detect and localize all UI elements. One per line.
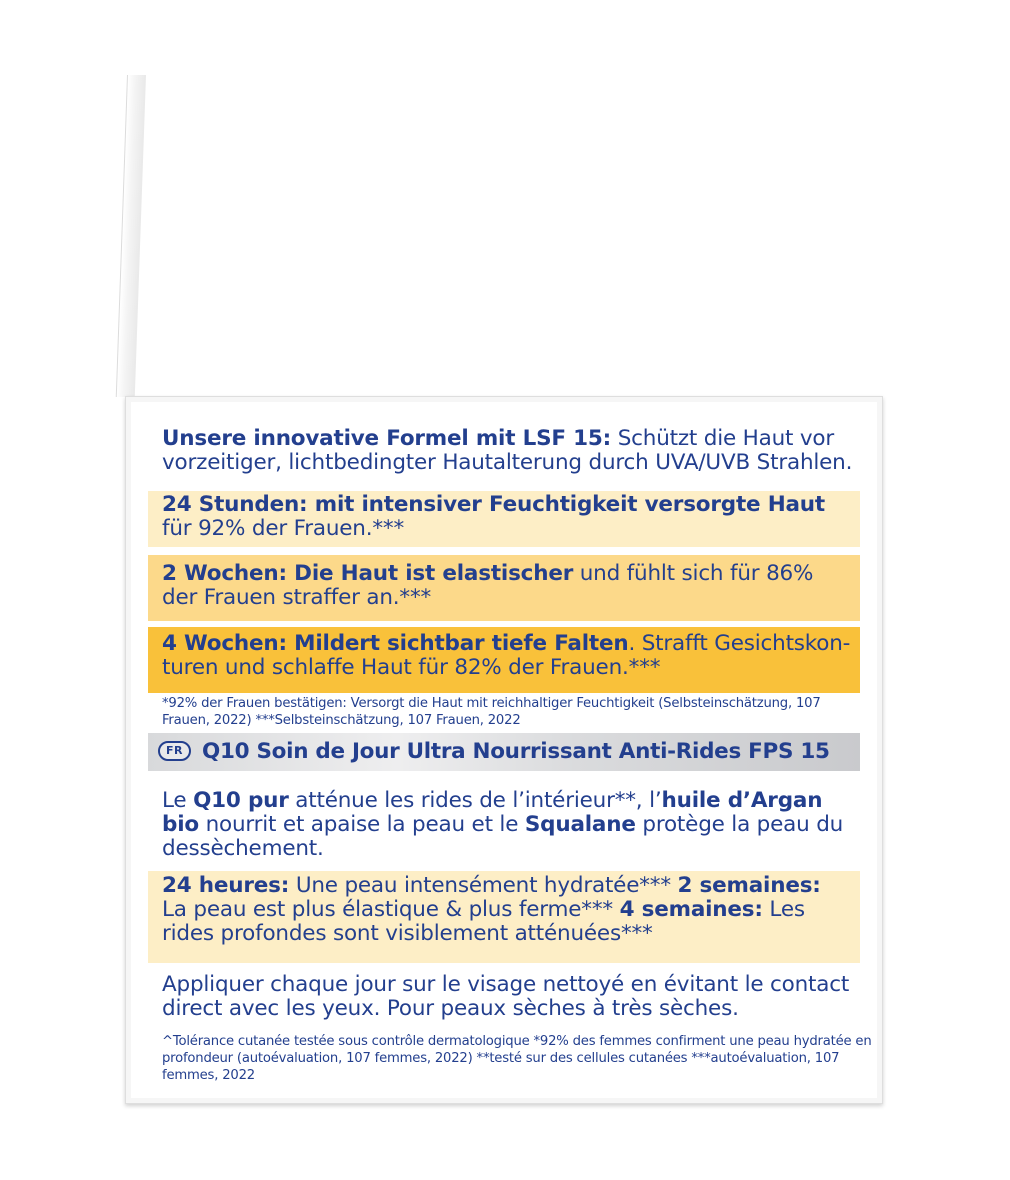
fr-claim-24h-rest: Une peau intensément hydratée*** <box>289 873 678 898</box>
fr-claim-2w-bold: 2 semaines: <box>677 873 821 898</box>
packaging-lid-edge <box>116 75 146 397</box>
de-intro-bold: Unsere innovative Formel mit LSF 15: <box>162 426 612 451</box>
fr-title-band <box>148 733 860 771</box>
fr-desc-part-2: atténue les rides de l’intérieur**, l’ <box>288 788 662 813</box>
fr-desc-squalane: Squalane <box>524 812 636 837</box>
de-footnote: *92% der Frauen bestätigen: Versorgt die Haut mit reichhaltiger Feuchtigkeit (Selbsteinschätzung, 107 Frauen, 2022) ***Selbsteinschätzung, 107 Frauen, 2022 <box>162 696 821 728</box>
fr-language-badge: FR <box>158 741 191 761</box>
fr-desc-argan: huile d’Argan bio <box>162 788 823 837</box>
fr-claim-4w-bold: 4 semaines: <box>619 897 763 922</box>
fr-desc-part-1: Le <box>162 788 194 813</box>
de-claim-2w-band <box>148 555 860 621</box>
fr-claims <box>162 874 852 946</box>
de-claim-2w <box>162 562 852 610</box>
fr-footnote: ^Tolérance cutanée testée sous contrôle dermatologique *92% des femmes confirment une peau hydratée en profondeur (autoévaluation, 107 femmes, 2022) **testé sur des cellules cutanées ***autoévaluation, 107 femmes, 2022 <box>162 1034 872 1083</box>
fr-desc-part-4: protège la peau du dessèchement. <box>162 812 844 861</box>
de-claim-24h <box>162 493 852 541</box>
de-claim-4w <box>162 632 852 680</box>
de-claim-2w-rest: und fühlt sich für 86% der Frauen straffer an.*** <box>162 561 814 610</box>
de-intro-text <box>162 427 862 475</box>
de-intro-rest: Schützt die Haut vor vorzeitiger, lichtbedingter Hautalterung durch UVA/UVB Strahlen. <box>162 426 853 475</box>
fr-claim-2w-rest: La peau est plus élastique & plus ferme*** <box>162 897 620 922</box>
fr-desc-part-3: nourrit et apaise la peau et le <box>198 812 525 837</box>
fr-claims-band <box>148 871 860 963</box>
fr-usage-text: Appliquer chaque jour sur le visage nettoyé en évitant le contact direct avec les yeux. Pour peaux sèches à très sèches. <box>162 972 850 1021</box>
fr-desc-q10: Q10 pur <box>193 788 289 813</box>
de-claim-24h-rest: für 92% der Frauen.*** <box>162 516 405 541</box>
de-claim-24h-band <box>148 491 860 547</box>
de-claim-2w-bold: 2 Wochen: Die Haut ist elastischer <box>162 561 574 586</box>
fr-product-title: Q10 Soin de Jour Ultra Nourrissant Anti-Rides FPS 15 <box>202 739 830 764</box>
fr-claim-4w-rest: Les rides profondes sont visiblement atténuées*** <box>162 897 805 946</box>
fr-claim-24h-bold: 24 heures: <box>162 873 290 898</box>
product-label-panel <box>125 396 883 1104</box>
fr-description <box>162 789 862 861</box>
de-claim-4w-rest: . Strafft Gesichtskonturen und schlaffe Haut für 82% der Frauen.*** <box>162 631 851 680</box>
de-claim-4w-band <box>148 627 860 693</box>
de-claim-4w-bold: 4 Wochen: Mildert sichtbar tiefe Falten <box>162 631 629 656</box>
de-claim-24h-bold: 24 Stunden: mit intensiver Feuchtigkeit versorgte Haut <box>162 492 825 517</box>
